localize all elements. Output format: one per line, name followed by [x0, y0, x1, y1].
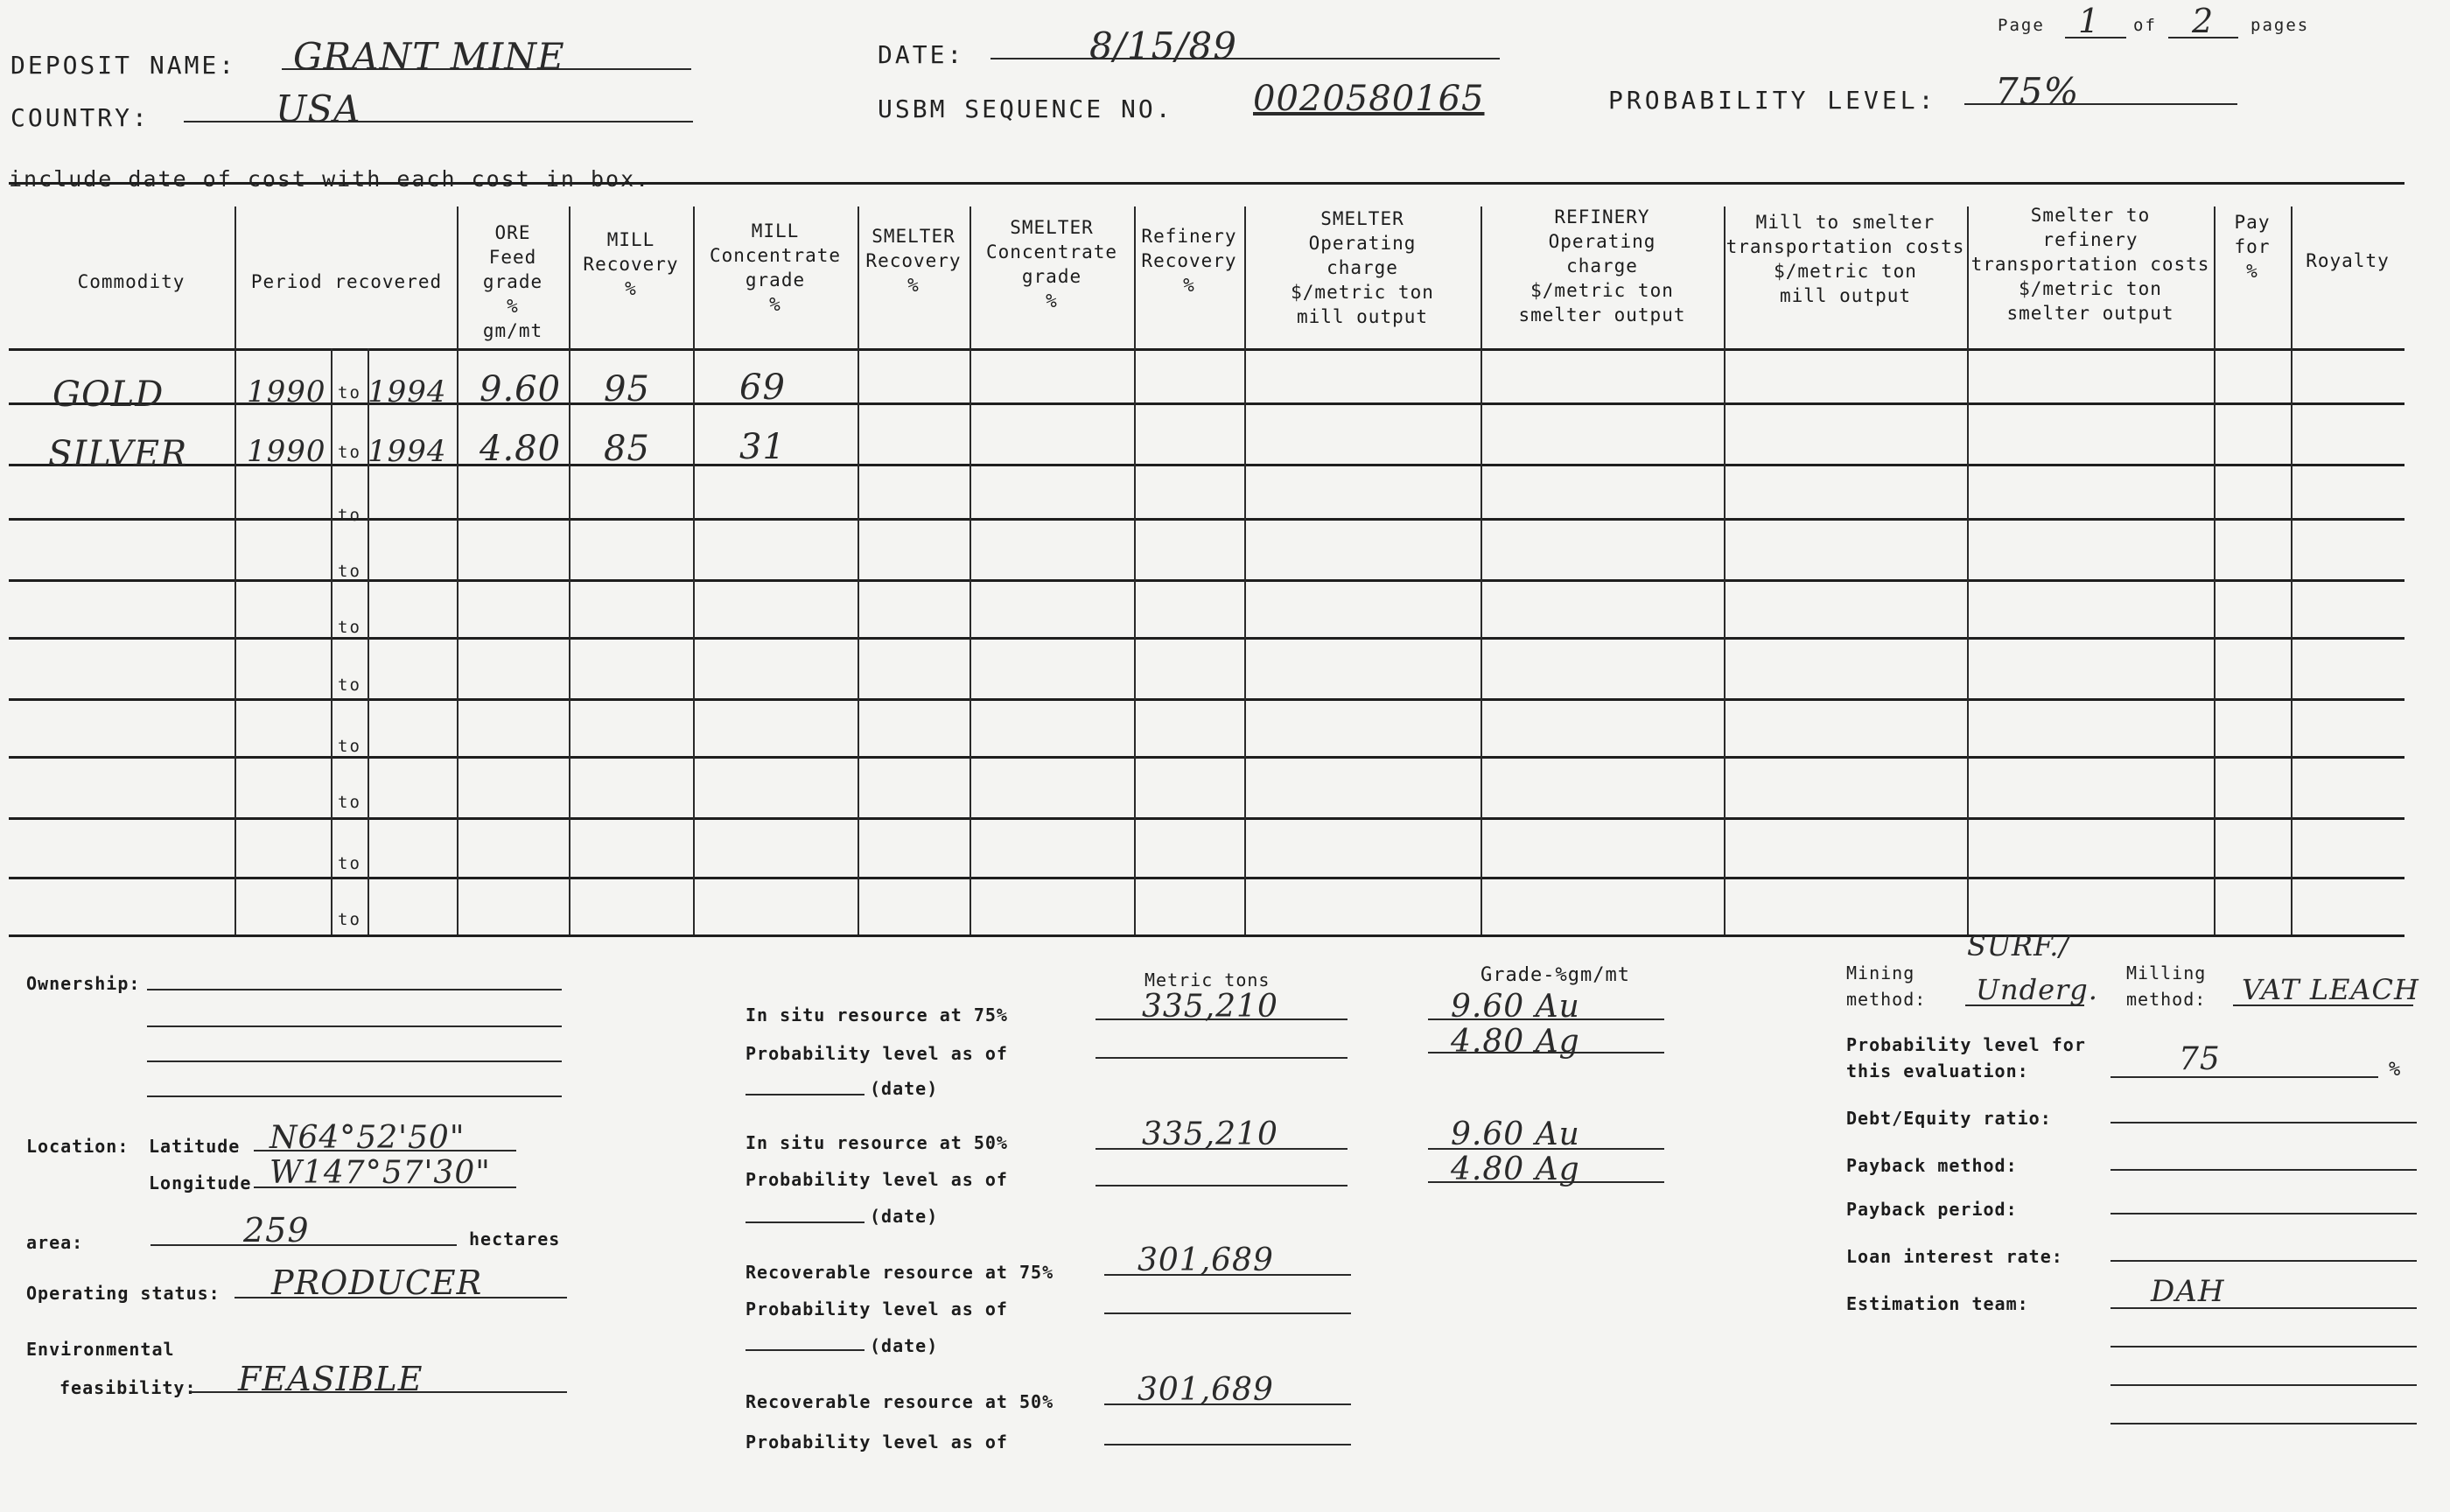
insitu-50-tons-line	[1096, 1148, 1348, 1150]
row1-from: 1990	[247, 374, 326, 410]
extra-line-3	[2110, 1423, 2417, 1424]
prob-eval-unit: %	[2389, 1059, 2402, 1081]
page-number: 1	[2078, 2, 2101, 40]
ownership-label: Ownership:	[26, 973, 141, 994]
longitude-label: Longitude	[149, 1172, 252, 1194]
longitude-line	[254, 1186, 516, 1188]
area-value: 259	[243, 1211, 310, 1250]
probability-label: PROBABILITY LEVEL:	[1608, 86, 1937, 115]
page-label: Page	[1998, 16, 2045, 35]
insitu-75-tons-line	[1096, 1018, 1348, 1020]
page-of-label: of	[2133, 16, 2157, 35]
latitude-label: Latitude	[149, 1136, 241, 1157]
row5-to-label: to	[338, 618, 361, 637]
header-refinery-charge: REFINERY Operating charge $/metric ton smelter output	[1518, 206, 1686, 326]
debt-equity-line	[2110, 1122, 2417, 1124]
insitu-50-label: In situ resource at 50%	[746, 1132, 1008, 1153]
milling-method-label-2: method:	[2126, 989, 2207, 1010]
header-smelter-concentrate: SMELTER Concentrate grade %	[985, 217, 1118, 312]
header-commodity: Commodity	[77, 271, 186, 292]
environmental-value: FEASIBLE	[238, 1360, 424, 1398]
location-label: Location:	[26, 1136, 130, 1157]
operating-status-value: PRODUCER	[271, 1264, 483, 1302]
mining-method-label-1: Mining	[1846, 962, 1915, 984]
row2-mill-recovery: 85	[604, 429, 650, 469]
payback-period-line	[2110, 1213, 2417, 1214]
area-label: area:	[26, 1232, 84, 1253]
prob-eval-label-1: Probability level for	[1846, 1034, 2086, 1055]
country-value: USA	[276, 88, 361, 130]
insitu-50-date-line	[746, 1222, 864, 1223]
mining-method-value-top: SURF./	[1967, 929, 2070, 962]
country-line	[184, 121, 693, 122]
table-column-line	[569, 206, 570, 934]
table-column-line	[2214, 206, 2216, 934]
milling-method-line	[2233, 1004, 2413, 1006]
recov-75-prob-label: Probability level as of	[746, 1298, 1008, 1320]
insitu-75-label: In situ resource at 75%	[746, 1004, 1008, 1026]
mining-method-label-2: method:	[1846, 989, 1927, 1010]
insitu-75-grade-ag-line	[1428, 1052, 1664, 1054]
insitu-50-grade-ag-line	[1428, 1181, 1664, 1183]
insitu-50-grade-au: 9.60 Au	[1451, 1116, 1580, 1152]
row2-to: 1994	[368, 434, 447, 469]
header-pay-for: Pay for %	[2234, 212, 2271, 282]
hectares-label: hectares	[469, 1228, 561, 1250]
insitu-75-grade-au: 9.60 Au	[1451, 989, 1580, 1025]
recov-75-tons-line	[1104, 1274, 1351, 1276]
page-total: 2	[2192, 2, 2215, 40]
row1-to-label: to	[338, 383, 361, 402]
row1-mill-recovery: 95	[604, 369, 650, 410]
longitude-value: W147°57'30"	[270, 1155, 491, 1191]
grade-label: Grade-%gm/mt	[1480, 964, 1630, 986]
header-smelter-charge: SMELTER Operating charge $/metric ton mill output	[1291, 208, 1434, 327]
insitu-50-date-label: (date)	[870, 1206, 939, 1227]
table-row-line	[9, 182, 2404, 185]
recov-50-prob-label: Probability level as of	[746, 1432, 1008, 1452]
recov-75-tons: 301,689	[1138, 1242, 1274, 1278]
pages-label: pages	[2250, 16, 2310, 35]
row1-to: 1994	[368, 374, 447, 410]
ownership-line-4	[147, 1096, 562, 1097]
table-column-line	[2291, 206, 2292, 934]
environmental-label-1: Environmental	[26, 1339, 175, 1360]
deposit-name-label: DEPOSIT NAME:	[10, 51, 237, 80]
debt-equity-label: Debt/Equity ratio:	[1846, 1108, 2052, 1129]
table-column-line	[858, 206, 859, 934]
table-column-line	[1134, 206, 1136, 934]
table-column-line	[970, 206, 971, 934]
estimation-team-label: Estimation team:	[1846, 1293, 2029, 1314]
ownership-line-2	[147, 1026, 562, 1027]
row1-mill-concentrate: 69	[739, 368, 786, 408]
insitu-50-prob-label: Probability level as of	[746, 1169, 1008, 1190]
row1-commodity: GOLD	[52, 374, 164, 415]
table-column-line	[234, 206, 236, 934]
row7-to-label: to	[338, 737, 361, 756]
row2-commodity: SILVER	[48, 434, 188, 474]
extra-line-2	[2110, 1384, 2417, 1386]
recov-50-label: Recoverable resource at 50%	[746, 1391, 1054, 1412]
row2-ore-grade: 4.80	[480, 429, 562, 469]
header-smelter-recovery: SMELTER Recovery %	[865, 226, 962, 296]
row8-to-label: to	[338, 793, 361, 812]
loan-interest-label: Loan interest rate:	[1846, 1246, 2063, 1267]
header-smelter-to-refinery: Smelter to refinery transportation costs $/metric ton smelter output	[1970, 205, 2210, 324]
environmental-line	[191, 1391, 567, 1393]
mining-method-line	[1965, 1004, 2084, 1006]
estimation-team-line	[2110, 1307, 2417, 1309]
row2-to-label: to	[338, 443, 361, 462]
prob-eval-line	[2110, 1076, 2378, 1078]
insitu-75-grade-ag: 4.80 Ag	[1451, 1024, 1580, 1060]
page-total-line	[2168, 37, 2238, 38]
probability-line	[1964, 103, 2237, 105]
country-label: COUNTRY:	[10, 103, 150, 132]
row3-to-label: to	[338, 506, 361, 525]
header-period: Period recovered	[250, 271, 443, 292]
prob-eval-label-2: this evaluation:	[1846, 1060, 2029, 1082]
loan-interest-line	[2110, 1260, 2417, 1262]
mining-method-value: Underg.	[1976, 973, 2098, 1006]
environmental-label-2: feasibility:	[60, 1377, 197, 1398]
deposit-name-line	[282, 68, 691, 70]
recov-75-date-line	[746, 1349, 864, 1351]
metric-tons-label: Metric tons	[1144, 970, 1270, 990]
usbm-label: USBM SEQUENCE NO.	[878, 94, 1173, 123]
operating-status-label: Operating status:	[26, 1283, 220, 1304]
header-mill-concentrate: MILL Concentrate grade %	[709, 220, 842, 315]
recov-50-tons-line	[1104, 1404, 1351, 1405]
row6-to-label: to	[338, 676, 361, 695]
insitu-50-grade-au-line	[1428, 1148, 1664, 1150]
page-number-line	[2065, 37, 2126, 38]
estimation-team-value: DAH	[2151, 1274, 2225, 1309]
ownership-line-1	[147, 989, 562, 990]
probability-value: 75%	[1995, 70, 2080, 113]
insitu-75-date-label: (date)	[870, 1078, 939, 1099]
insitu-50-tons: 335,210	[1142, 1116, 1278, 1152]
recov-75-label: Recoverable resource at 75%	[746, 1262, 1054, 1283]
table-column-line	[331, 348, 332, 934]
recov-50-prob-line	[1104, 1444, 1351, 1446]
row4-to-label: to	[338, 562, 361, 581]
date-line	[990, 58, 1500, 60]
payback-method-line	[2110, 1169, 2417, 1171]
latitude-line	[254, 1150, 516, 1152]
header-royalty: Royalty	[2306, 250, 2390, 271]
latitude-value: N64°52'50"	[270, 1120, 466, 1156]
row10-to-label: to	[338, 910, 361, 929]
row2-from: 1990	[247, 434, 326, 469]
row1-ore-grade: 9.60	[480, 369, 562, 410]
milling-method-label-1: Milling	[2126, 962, 2207, 984]
header-mill-to-smelter: Mill to smelter transportation costs $/metric ton mill output	[1726, 212, 1965, 306]
payback-period-label: Payback period:	[1846, 1199, 2018, 1220]
extra-line-1	[2110, 1346, 2417, 1348]
row9-to-label: to	[338, 854, 361, 873]
deposit-name-value: GRANT MINE	[293, 35, 565, 78]
insitu-50-prob-line	[1096, 1185, 1348, 1186]
payback-method-label: Payback method:	[1846, 1155, 2018, 1176]
usbm-value: 0020580165	[1253, 79, 1485, 119]
insitu-75-date-line	[746, 1094, 864, 1096]
milling-method-value: VAT LEACH	[2242, 973, 2419, 1006]
insitu-75-tons: 335,210	[1142, 989, 1278, 1025]
date-label: DATE:	[878, 40, 965, 69]
recov-75-date-label: (date)	[870, 1335, 939, 1356]
header-mill-recovery: MILL Recovery %	[583, 229, 679, 299]
cost-note: include date of cost with each cost in box.	[9, 166, 651, 192]
recov-50-tons: 301,689	[1138, 1372, 1274, 1408]
area-line	[150, 1244, 457, 1246]
prob-eval-value: 75	[2179, 1041, 2221, 1077]
row2-mill-concentrate: 31	[739, 427, 786, 467]
insitu-75-grade-au-line	[1428, 1018, 1664, 1020]
ownership-line-3	[147, 1060, 562, 1062]
header-ore-feed: ORE Feed grade % gm/mt	[482, 222, 543, 341]
date-value: 8/15/89	[1089, 24, 1237, 67]
header-refinery-recovery: Refinery Recovery %	[1141, 226, 1237, 296]
insitu-75-prob-label: Probability level as of	[746, 1043, 1008, 1064]
table-column-line	[1724, 206, 1726, 934]
insitu-50-grade-ag: 4.80 Ag	[1451, 1152, 1580, 1187]
recov-75-prob-line	[1104, 1312, 1351, 1314]
insitu-75-prob-line	[1096, 1057, 1348, 1059]
operating-status-line	[234, 1297, 567, 1298]
